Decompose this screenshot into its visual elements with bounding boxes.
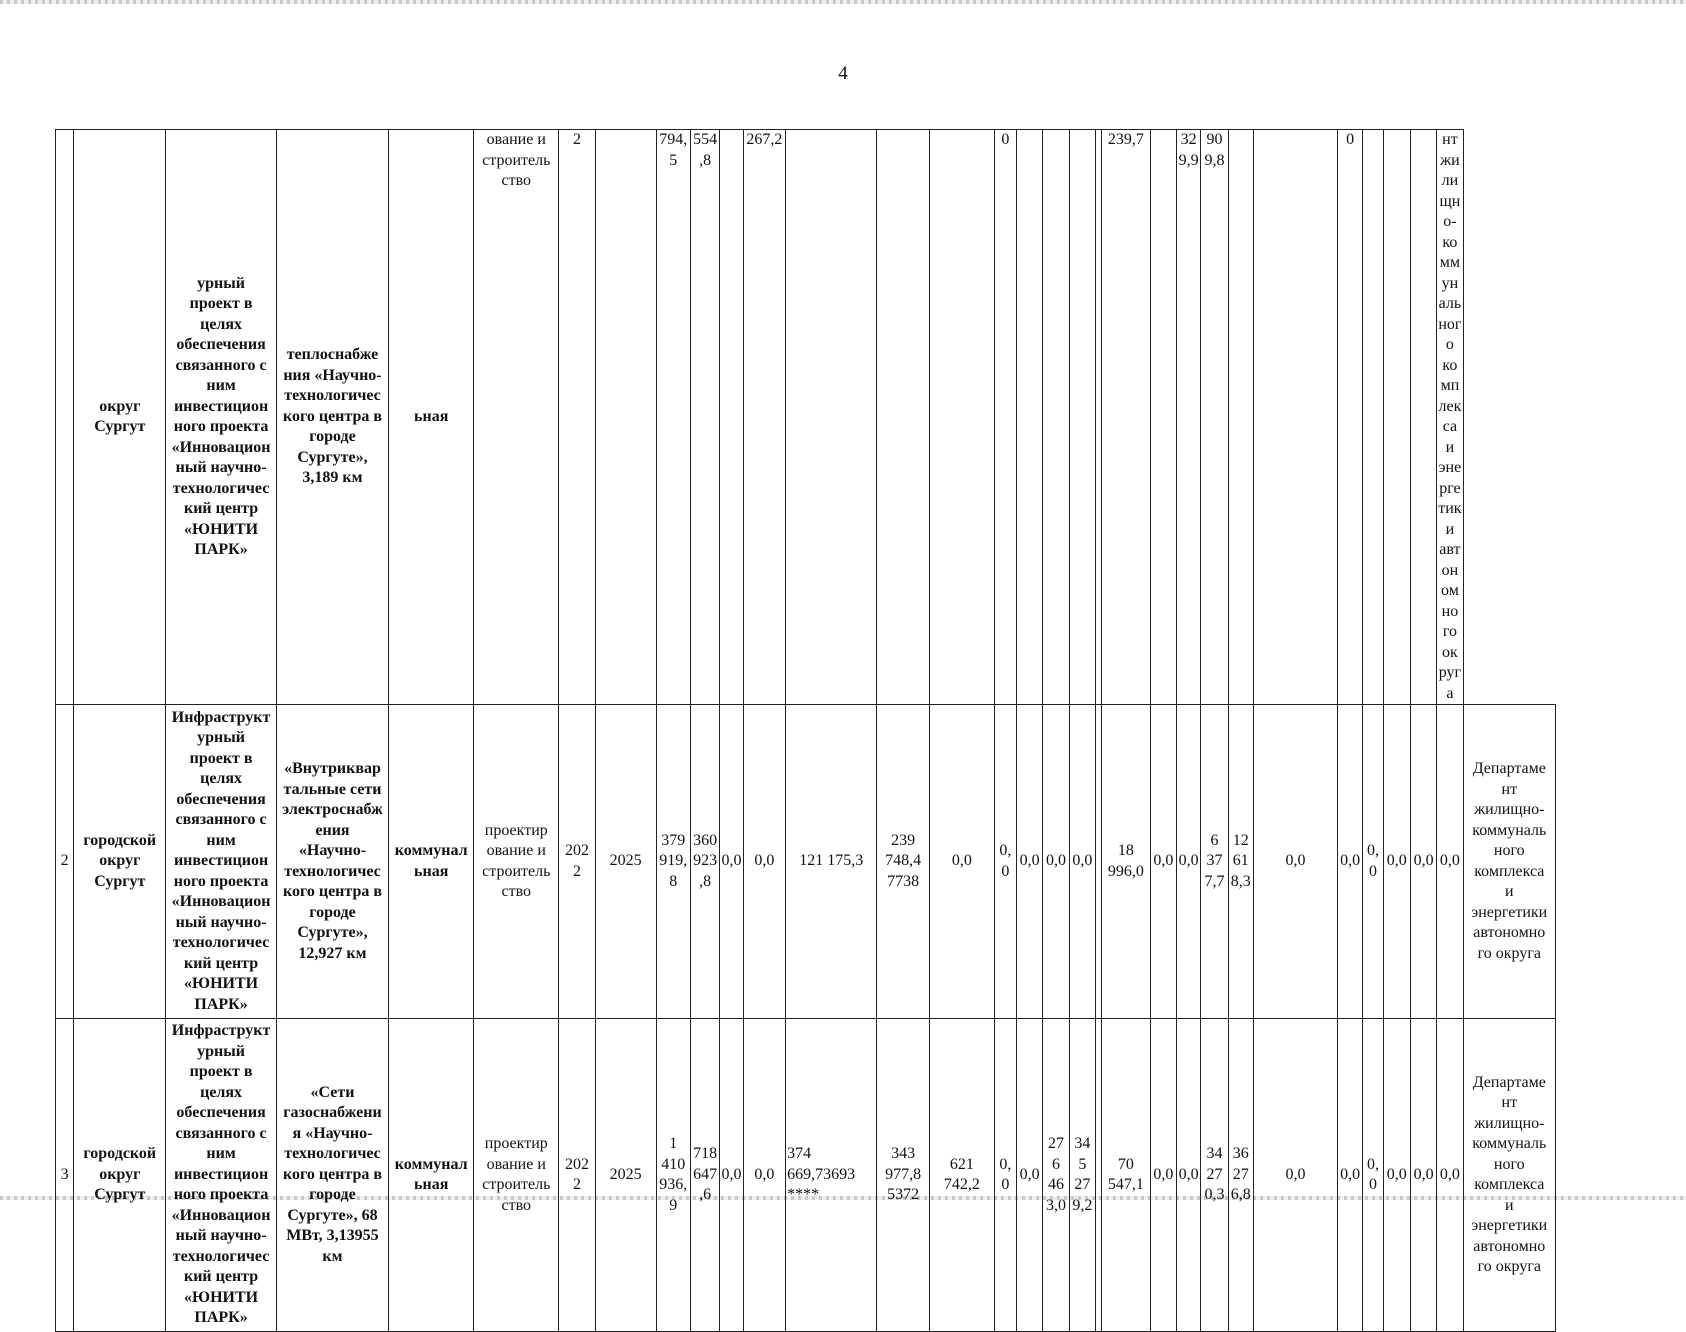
cell-end-year bbox=[595, 130, 656, 705]
cell-total-cost: 1 410 936, 9 bbox=[656, 1019, 690, 1332]
data-table bbox=[55, 129, 1556, 1332]
cell-cost-e: 343 977,8 5372 bbox=[877, 1019, 930, 1332]
page-number: 4 bbox=[838, 63, 848, 84]
cell-work-type: ование и строитель ство bbox=[474, 130, 559, 705]
cell-val-20: 239,7 bbox=[1102, 130, 1151, 705]
cell-total-cost: 379 919, 8 bbox=[656, 705, 690, 1019]
cell-val-26: 0 bbox=[1338, 130, 1363, 705]
cell-work-type: проектир ование и строитель ство bbox=[474, 1019, 559, 1332]
cell-val-22: 0,0 bbox=[1177, 1019, 1201, 1332]
cell-val-18 bbox=[1069, 130, 1095, 705]
cell-val-18: 0,0 bbox=[1069, 705, 1095, 1019]
table-row bbox=[56, 130, 1556, 705]
cell-cost-a: 554 ,8 bbox=[690, 130, 719, 705]
cell-cost-d: 121 175,3 bbox=[786, 705, 877, 1019]
cell-sphere: коммунал ьная bbox=[389, 1019, 474, 1332]
cell-row-number: 2 bbox=[56, 705, 74, 1019]
cell-val-24: 36 27 6,8 bbox=[1228, 1019, 1253, 1332]
cell-start-year: 202 2 bbox=[559, 1019, 595, 1332]
cell-object-name: теплоснабже ния «Научно- технологичес кого центра в городе Сургуте», 3,189 км bbox=[276, 130, 388, 705]
cell-cost-e: 239 748,4 7738 bbox=[877, 705, 930, 1019]
cell-val-25: 0,0 bbox=[1253, 705, 1337, 1019]
cell-cost-b bbox=[720, 130, 743, 705]
cell-cost-d bbox=[786, 130, 877, 705]
table-body bbox=[56, 130, 1556, 1332]
cell-val-28: 0,0 bbox=[1383, 705, 1410, 1019]
cell-val-15: 0, 0 bbox=[994, 1019, 1016, 1332]
cell-val-27 bbox=[1363, 130, 1383, 705]
cell-val-27: 0, 0 bbox=[1363, 1019, 1383, 1332]
cell-val-30: 0,0 bbox=[1437, 1019, 1463, 1332]
cell-val-20: 18 996,0 bbox=[1102, 705, 1151, 1019]
cell-val-21 bbox=[1150, 130, 1176, 705]
cell-start-year: 2 bbox=[559, 130, 595, 705]
cell-project-type: Инфраструкт урный проект в целях обеспечения связанного с ним инвестицион ного проекта «Инновацион ный научно- технологичес кий центр «ЮНИТИ ПАРК» bbox=[166, 1019, 276, 1332]
cell-val-27: 0, 0 bbox=[1363, 705, 1383, 1019]
cell-cost-a: 360 923 ,8 bbox=[690, 705, 719, 1019]
cell-work-type: проектир ование и строитель ство bbox=[474, 705, 559, 1019]
cell-val-21: 0,0 bbox=[1150, 1019, 1176, 1332]
cell-object-name: «Сети газоснабжени я «Научно- технологичес кого центра в городе Сургуте», 68 МВт, 3,13955 км bbox=[276, 1019, 388, 1332]
cell-val-30: 0,0 bbox=[1437, 705, 1463, 1019]
cell-cost-c: 267,2 bbox=[743, 130, 786, 705]
cell-cost-b: 0,0 bbox=[720, 705, 743, 1019]
cell-cost-a: 718 647 ,6 bbox=[690, 1019, 719, 1332]
cell-val-22: 0,0 bbox=[1177, 705, 1201, 1019]
cell-val-18: 34 5 27 9,2 bbox=[1069, 1019, 1095, 1332]
cell-val-24: 12 61 8,3 bbox=[1228, 705, 1253, 1019]
cell-val-15: 0 bbox=[994, 130, 1016, 705]
cell-val-30: нт жилищно- коммуналь ного комплекса и энергетики автономно го округа bbox=[1437, 130, 1463, 705]
cell-val-26: 0,0 bbox=[1338, 705, 1363, 1019]
cell-project-type: Инфраструкт урный проект в целях обеспечения связанного с ним инвестицион ного проекта «Инновацион ный научно- технологичес кий центр «ЮНИТИ ПАРК» bbox=[166, 705, 276, 1019]
cell-row-number: 3 bbox=[56, 1019, 74, 1332]
cell-total-cost: 794, 5 bbox=[656, 130, 690, 705]
cell-val-20: 70 547,1 bbox=[1102, 1019, 1151, 1332]
cell-cost-e bbox=[877, 130, 930, 705]
cell-val-25: 0,0 bbox=[1253, 1019, 1337, 1332]
cell-val-21: 0,0 bbox=[1150, 705, 1176, 1019]
cell-val-23: 34 27 0,3 bbox=[1201, 1019, 1228, 1332]
cell-cost-f bbox=[929, 130, 994, 705]
cell-val-24 bbox=[1228, 130, 1253, 705]
cell-val-15: 0, 0 bbox=[994, 705, 1016, 1019]
cell-municipality: городской округ Сургут bbox=[74, 1019, 166, 1332]
cell-val-25 bbox=[1253, 130, 1337, 705]
cell-cost-c: 0,0 bbox=[743, 1019, 786, 1332]
cell-val-22: 32 9,9 bbox=[1177, 130, 1201, 705]
table-row bbox=[56, 1019, 1556, 1332]
scan-top-edge bbox=[0, 0, 1686, 4]
cell-cost-d: 374 669,73693 **** bbox=[786, 1019, 877, 1332]
cell-project-type: урный проект в целях обеспечения связанного с ним инвестицион ного проекта «Инновацион ный научно- технологичес кий центр «ЮНИТИ ПАРК» bbox=[166, 130, 276, 705]
cell-end-year: 2025 bbox=[595, 705, 656, 1019]
cell-val-23: 90 9,8 bbox=[1201, 130, 1228, 705]
cell-val-26: 0,0 bbox=[1338, 1019, 1363, 1332]
cell-cost-b: 0,0 bbox=[720, 1019, 743, 1332]
table-row bbox=[56, 705, 1556, 1019]
cell-object-name: «Внутриквар тальные сети электроснабж ения «Научно- технологичес кого центра в городе Сургуте», 12,927 км bbox=[276, 705, 388, 1019]
cell-val-29: 0,0 bbox=[1410, 1019, 1436, 1332]
cell-start-year: 202 2 bbox=[559, 705, 595, 1019]
cell-municipality: городской округ Сургут bbox=[74, 705, 166, 1019]
cell-val-17: 0,0 bbox=[1043, 705, 1069, 1019]
cell-responsible-executor: Департаме нт жилищно- коммуналь ного комплекса и энергетики автономно го округа bbox=[1463, 705, 1555, 1019]
cell-val-28 bbox=[1383, 130, 1410, 705]
cell-row-number bbox=[56, 130, 74, 705]
cell-cost-f: 621 742,2 bbox=[929, 1019, 994, 1332]
cell-sphere: коммунал ьная bbox=[389, 705, 474, 1019]
cell-end-year: 2025 bbox=[595, 1019, 656, 1332]
cell-val-16: 0,0 bbox=[1017, 1019, 1043, 1332]
cell-val-17 bbox=[1043, 130, 1069, 705]
cell-sphere: ьная bbox=[389, 130, 474, 705]
cell-val-28: 0,0 bbox=[1383, 1019, 1410, 1332]
cell-municipality: округ Сургут bbox=[74, 130, 166, 705]
cell-val-16 bbox=[1017, 130, 1043, 705]
cell-val-23: 6 37 7,7 bbox=[1201, 705, 1228, 1019]
cell-val-29 bbox=[1410, 130, 1436, 705]
cell-val-17: 27 6 46 3,0 bbox=[1043, 1019, 1069, 1332]
cell-cost-f: 0,0 bbox=[929, 705, 994, 1019]
cell-cost-c: 0,0 bbox=[743, 705, 786, 1019]
cell-val-29: 0,0 bbox=[1410, 705, 1436, 1019]
cell-val-16: 0,0 bbox=[1017, 705, 1043, 1019]
cell-responsible-executor: Департаме нт жилищно- коммуналь ного комплекса и энергетики автономно го округа bbox=[1463, 1019, 1555, 1332]
